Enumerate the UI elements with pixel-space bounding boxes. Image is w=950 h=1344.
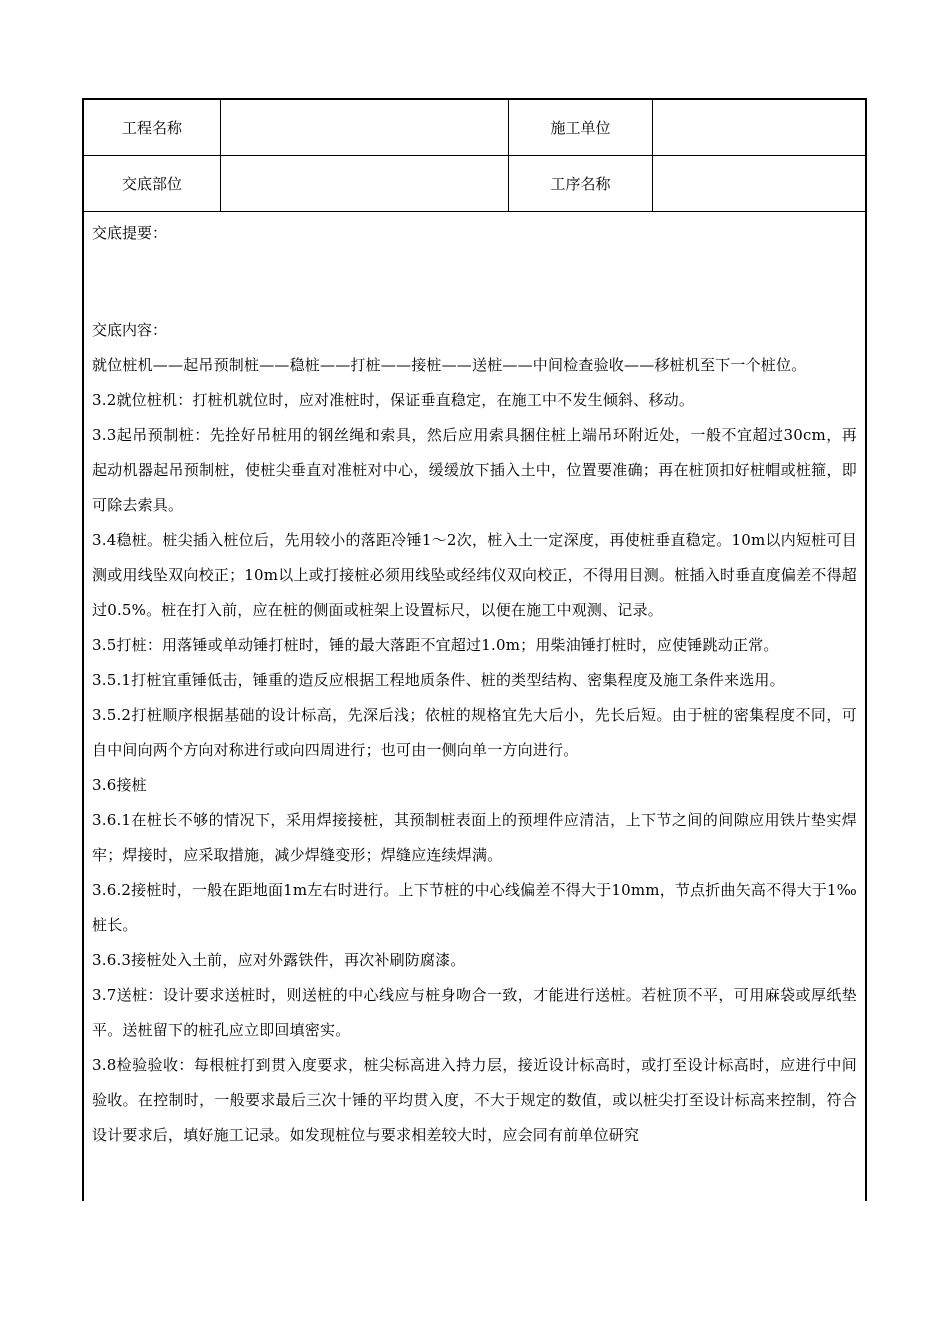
paragraph: 3.7送桩：设计要求送桩时，则送桩的中心线应与桩身吻合一致，才能进行送桩。若桩顶不平，可用麻袋或厚纸垫平。送桩留下的桩孔应立即回填密实。 [92, 986, 857, 1039]
disclosure-form [82, 98, 867, 1201]
construction-unit-value[interactable] [653, 100, 865, 155]
header-row-2 [84, 156, 865, 212]
paragraph: 3.2就位桩机：打桩机就位时，应对准桩时，保证垂直稳定，在施工中不发生倾斜、移动。 [92, 391, 695, 409]
summary-area [92, 246, 857, 313]
paragraph: 3.5.1打桩宜重锤低击，锤重的造反应根据工程地质条件、桩的类型结构、密集程度及施工条件来选用。 [92, 671, 785, 689]
paragraph: 3.6接桩 [92, 776, 147, 794]
process-name-value[interactable] [653, 156, 865, 211]
paragraph: 3.3起吊预制桩：先拴好吊桩用的钢丝绳和索具，然后应用索具捆住桩上端吊环附近处，一般不宜超过30cm，再起动机器起吊预制桩，使桩尖垂直对准桩对中心，缓缓放下插入土中，位置要准确；再在桩顶扣好桩帽或桩箍，即可除去索具。 [92, 426, 857, 514]
content-label: 交底内容： [92, 321, 168, 339]
paragraph: 3.5.2打桩顺序根据基础的设计标高，先深后浅；依桩的规格宜先大后小，先长后短。由于桩的密集程度不同，可自中间向两个方向对称进行或向四周进行；也可由一侧向单一方向进行。 [92, 706, 857, 759]
paragraph: 就位桩机——起吊预制桩——稳桩——打桩——接桩——送桩——中间检查验收——移桩机至下一个桩位。 [92, 356, 807, 374]
paragraph: 3.8检验验收：每根桩打到贯入度要求，桩尖标高进入持力层，接近设计标高时，或打至设计标高时，应进行中间验收。在控制时，一般要求最后三次十锤的平均贯入度，不大于规定的数值，或以桩尖打至设计标高来控制，符合设计要求后，填好施工记录。如发现桩位与要求相差较大时，应会同有前单位研究 [92, 1056, 857, 1144]
paragraph: 3.5打桩：用落锤或单动锤打桩时，锤的最大落距不宜超过1.0m；用柴油锤打桩时，应使锤跳动正常。 [92, 636, 779, 654]
paragraph: 3.6.1在桩长不够的情况下，采用焊接接桩，其预制桩表面上的预埋件应清洁，上下节之间的间隙应用铁片垫实焊牢；焊接时，应采取措施，减少焊缝变形；焊缝应连续焊满。 [92, 811, 857, 864]
summary-label: 交底提要： [92, 224, 168, 242]
project-name-label: 工程名称 [84, 100, 221, 155]
header-row-1 [84, 100, 865, 156]
disclosure-part-value[interactable] [221, 156, 509, 211]
process-name-label: 工序名称 [509, 156, 653, 211]
disclosure-part-label: 交底部位 [84, 156, 221, 211]
disclosure-body [84, 212, 865, 1153]
paragraph: 3.6.3接桩处入土前，应对外露铁件，再次补刷防腐漆。 [92, 951, 466, 969]
paragraph: 3.4稳桩。桩尖插入桩位后，先用较小的落距冷锤1～2次，桩入土一定深度，再使桩垂直稳定。10m以内短桩可目测或用线坠双向校正；10m以上或打接桩必须用线坠或经纬仪双向校正，不得用目测。桩插入时垂直度偏差不得超过0.5%。桩在打入前，应在桩的侧面或桩架上设置标尺，以便在施工中观测、记录。 [92, 531, 857, 619]
construction-unit-label: 施工单位 [509, 100, 653, 155]
paragraph: 3.6.2接桩时，一般在距地面1m左右时进行。上下节桩的中心线偏差不得大于10mm，节点折曲矢高不得大于1‰桩长。 [92, 881, 857, 934]
project-name-value[interactable] [221, 100, 509, 155]
